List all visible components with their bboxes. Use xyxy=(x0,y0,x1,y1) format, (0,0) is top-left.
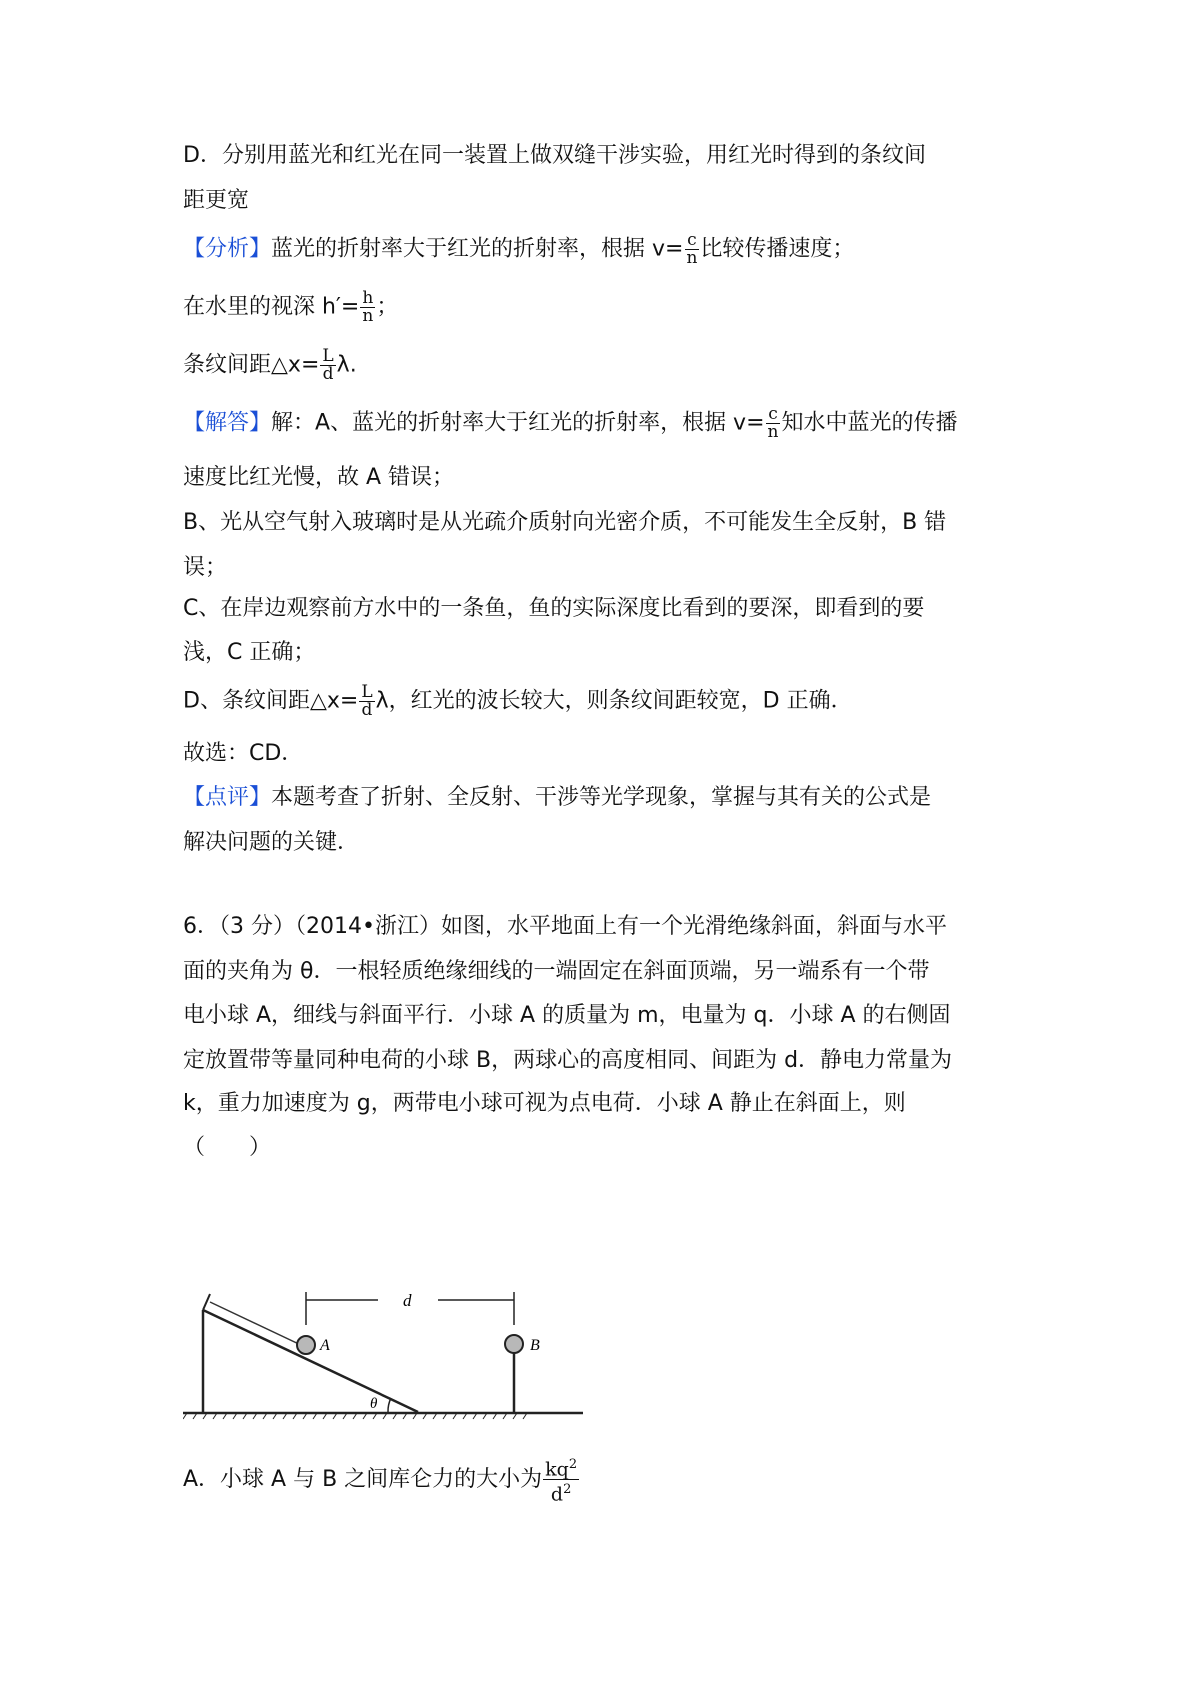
incline-slope xyxy=(203,1310,418,1412)
denominator-exponent: 2 xyxy=(563,1482,572,1498)
fringe-text: 条纹间距△x= xyxy=(183,352,320,378)
fraction-denominator: n xyxy=(767,422,779,442)
analysis-text: 蓝光的折射率大于红光的折射率，根据 v= xyxy=(271,236,684,262)
choice-text: 故选：CD． xyxy=(183,741,304,766)
option-d-continuation xyxy=(183,186,249,216)
analysis-tag: 【分析】 xyxy=(183,236,272,262)
fraction-denominator: n xyxy=(686,248,698,268)
string-line xyxy=(210,1302,303,1346)
solution-c-text: C、在岸边观察前方水中的一条鱼，鱼的实际深度比看到的要深，即看到的要 xyxy=(183,596,925,621)
solution-c-continuation xyxy=(183,638,315,668)
comment-tag: 【点评】 xyxy=(183,785,272,810)
fraction-denominator xyxy=(549,1480,573,1504)
option-d-text: D．分别用蓝光和红光在同一装置上做双缝干涉实验，用红光时得到的条纹间 xyxy=(183,143,926,168)
question-6-text-1: 6．（3 分）（2014•浙江）如图，水平地面上有一个光滑绝缘斜面，斜面与水平 xyxy=(183,914,947,939)
solution-b-cont-text: 误； xyxy=(183,555,228,580)
question-6-text-5: k，重力加速度为 g，两带电小球可视为点电荷．小球 A 静止在斜面上，则 xyxy=(183,1091,906,1116)
fringe-line xyxy=(183,348,357,383)
solution-d-line xyxy=(183,684,853,719)
fraction-denominator: n xyxy=(362,306,374,326)
analysis-line xyxy=(183,232,854,267)
question-6-text-4: 定放置带等量同种电荷的小球 B，两球心的高度相同、间距为 d．静电力常量为 xyxy=(183,1048,953,1073)
fraction-kq2-over-d2 xyxy=(543,1455,579,1505)
ball-a xyxy=(297,1336,315,1354)
fraction-c-over-n xyxy=(684,232,699,267)
question-6-line-4 xyxy=(183,1046,952,1076)
fraction-numerator: L xyxy=(322,346,334,366)
fringe-tail: λ. xyxy=(336,352,357,378)
numerator-exponent: 2 xyxy=(568,1457,578,1472)
answer-tag: 【解答】 xyxy=(183,410,272,436)
choice-line xyxy=(183,739,303,769)
incline-top-edge xyxy=(203,1294,210,1310)
fraction-numerator: h xyxy=(362,288,374,308)
solution-b-continuation xyxy=(183,553,227,583)
solution-b-text: B、光从空气射入玻璃时是从光疏介质射向光密介质，不可能发生全反射，B 错 xyxy=(183,510,947,535)
question-6-text-3: 电小球 A，细线与斜面平行．小球 A 的质量为 m，电量为 q．小球 A 的右侧固 xyxy=(183,1003,951,1028)
fraction-h-over-n xyxy=(360,290,375,325)
comment-line xyxy=(183,783,931,813)
ball-b xyxy=(505,1335,523,1353)
fraction-denominator: d xyxy=(322,364,334,384)
question-6-line-5 xyxy=(183,1089,906,1119)
option-a-line xyxy=(183,1455,580,1505)
answer-text: 解：A、蓝光的折射率大于红光的折射率，根据 v= xyxy=(271,410,765,436)
label-a: A xyxy=(320,1337,330,1354)
fraction-numerator: c xyxy=(768,404,778,424)
depth-line xyxy=(183,290,398,325)
answer-tail: 知水中蓝光的传播 xyxy=(781,410,958,436)
option-d-cont-text: 距更宽 xyxy=(183,188,250,213)
analysis-tail: 比较传播速度； xyxy=(700,236,855,262)
answer-cont-text: 速度比红光慢，故 A 错误； xyxy=(183,465,455,490)
solution-d-tail: λ，红光的波长较大，则条纹间距较宽，D 正确． xyxy=(375,688,853,714)
solution-c-cont-text: 浅，C 正确； xyxy=(183,640,316,665)
solution-d-text: D、条纹间距△x= xyxy=(183,688,359,714)
label-b: B xyxy=(530,1337,540,1354)
fraction-c-over-n-2 xyxy=(766,406,781,441)
depth-tail: ； xyxy=(376,294,399,320)
option-d-line xyxy=(183,141,926,171)
comment-cont-text: 解决问题的关键． xyxy=(183,830,360,855)
incline-figure xyxy=(183,1280,583,1430)
question-6-line-1 xyxy=(183,912,947,942)
answer-line xyxy=(183,406,957,441)
fraction-L-over-d-2 xyxy=(359,684,374,719)
question-6-text-2: 面的夹角为 θ．一根轻质绝缘细线的一端固定在斜面顶端，另一端系有一个带 xyxy=(183,959,930,984)
fraction-numerator xyxy=(543,1455,579,1480)
question-6-line-3 xyxy=(183,1001,951,1031)
numerator-base: kq xyxy=(545,1458,569,1481)
question-6-line-6 xyxy=(183,1133,271,1163)
label-theta: θ xyxy=(370,1396,378,1412)
fraction-L-over-d xyxy=(320,348,335,383)
solution-b-line xyxy=(183,508,946,538)
fraction-denominator: d xyxy=(361,700,373,720)
solution-c-line xyxy=(183,594,924,624)
denominator-base: d xyxy=(550,1483,564,1506)
fraction-numerator: L xyxy=(361,682,373,702)
depth-text: 在水里的视深 h′= xyxy=(183,294,360,320)
question-6-text-6: （ ） xyxy=(183,1135,272,1160)
question-6-line-2 xyxy=(183,957,929,987)
label-d: d xyxy=(403,1291,412,1310)
option-a-text: A．小球 A 与 B 之间库仑力的大小为 xyxy=(183,1466,543,1492)
angle-arc xyxy=(388,1398,391,1412)
comment-continuation xyxy=(183,828,359,858)
fraction-numerator: c xyxy=(687,230,697,250)
comment-text: 本题考查了折射、全反射、干涉等光学现象，掌握与其有关的公式是 xyxy=(271,785,932,810)
answer-continuation xyxy=(183,463,454,493)
